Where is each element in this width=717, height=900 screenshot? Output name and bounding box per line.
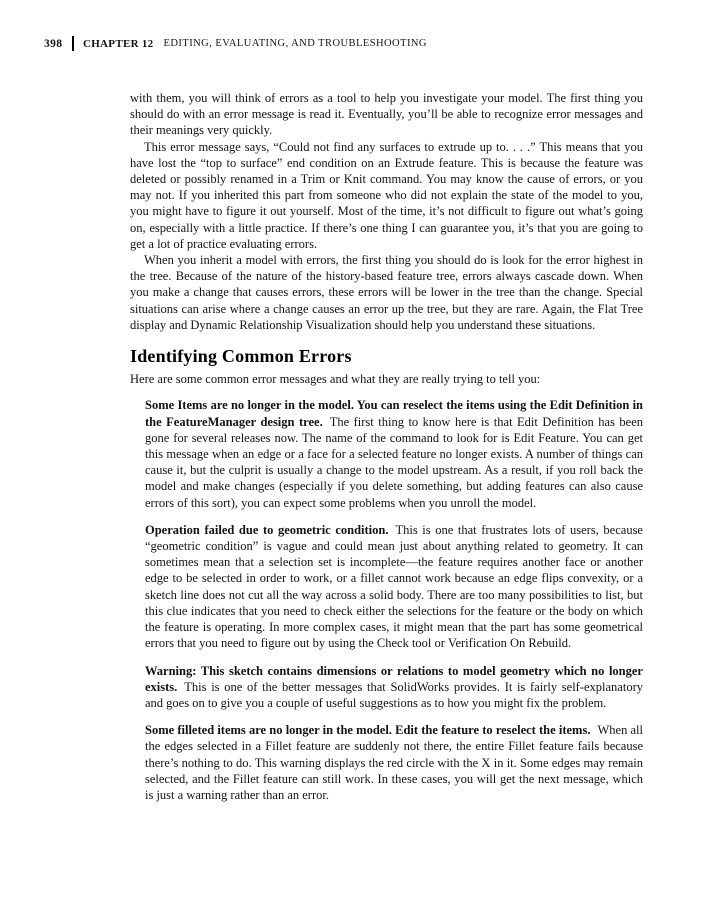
error-message-lead: Some Items are no longer in the model. You can reselect the items using the Edit Definition in the FeatureManager design tree. [145,398,643,429]
error-item-paragraph [145,522,643,652]
paragraph-continuation: with them, you will think of errors as a tool to help you investigate your model. The first thing you should do with an error message is read it. Eventually, you’ll be able to recognize error messages and their meanings very quickly. [130,91,643,138]
error-item-paragraph [145,663,643,712]
error-item-paragraph [145,722,643,803]
error-item-paragraph [145,397,643,510]
page-header [44,36,427,51]
page-number: 398 [44,37,63,50]
page-body [130,90,643,814]
error-item [145,722,643,803]
error-item [145,522,643,652]
error-message-lead: Some filleted items are no longer in the model. Edit the feature to reselect the items. [145,723,591,738]
paragraph: This error message says, “Could not find any surfaces to extrude up to. . . .” This means that you have lost the “top to surface” end condition on an Extrude feature. This is because the feature was deleted or possibly renamed in a Trim or Knit command. You may know the cause of errors, or you may not. If you inherited this part from someone who did not explain the state of the model to you, you might have to figure it out yourself. Most of the time, it’s not difficult to figure out what’s going on, especially with a little practice. If there’s one thing I can guarantee you, it’s that you are going to get a lot of practice evaluating errors. [130,139,643,251]
error-message-lead: Warning: This sketch contains dimensions or relations to model geometry which no longer exists. [145,663,643,694]
section-intro: Here are some common error messages and what they are really trying to tell you: [130,372,541,387]
section-heading: Identifying Common Errors [130,346,352,367]
paragraph: When you inherit a model with errors, the first thing you should do is look for the error highest in the tree. Because of the nature of the history-based feature tree, errors always cascade down. When you make a change that causes errors, these errors will be lower in the tree than the change. Special situations can arise where a change causes an error up the tree, but they are rare. Again, the Flat Tree display and Dynamic Relationship Visualization should help you understand these situations. [130,253,643,332]
error-message-explanation: The first thing to know here is that Edit Definition has been gone for several releases now. The name of the command to look for is Edit Feature. You can get this message when an edge or a face for a selected feature no longer exists. A number of things can cause it, but the culprit is usually a change to the model upstream. As a result, if you roll back the model and make changes (especially if you delete something, but adding features can also cause errors of this sort), you can expect some problems when you unroll the model. [145,414,644,510]
error-message-explanation: When all the edges selected in a Fillet feature are suddenly not there, the entire Fillet feature fails because there’s nothing to do. This warning displays the red circle with the X in it. Some edges may remain selected, and the Fillet feature can still work. In these cases, you will get the next message, which is just a warning rather than an error. [145,723,644,802]
error-message-explanation: This is one that frustrates lots of users, because “geometric condition” is vague and could mean just about anything related to geometry. It can sometimes mean that a selection set is incomplete—the feature requires another face or another edge to be selected in order to work, or a fillet cannot work because an edge flips convexity, or a sketch line does not cut all the way across a solid body. There are too many possibilities to list, but this clue indicates that you need to check either the selections for the feature or the body on which the feature is operating. In more complex cases, it might mean that the part has some geometrical errors that you need to figure out by using the Check tool or Verification On Rebuild. [145,522,643,651]
error-message-explanation: This is one of the better messages that SolidWorks provides. It is fairly self-explanatory and goes on to give you a couple of useful suggestions as to how you might fix the problem. [145,679,643,710]
header-divider [72,36,74,51]
error-item [145,663,643,712]
chapter-label: CHAPTER 12 [82,37,154,50]
error-message-lead: Operation failed due to geometric condition. [145,522,389,537]
error-item [145,397,643,510]
chapter-title: EDITING, EVALUATING, AND TROUBLESHOOTING [163,38,427,49]
